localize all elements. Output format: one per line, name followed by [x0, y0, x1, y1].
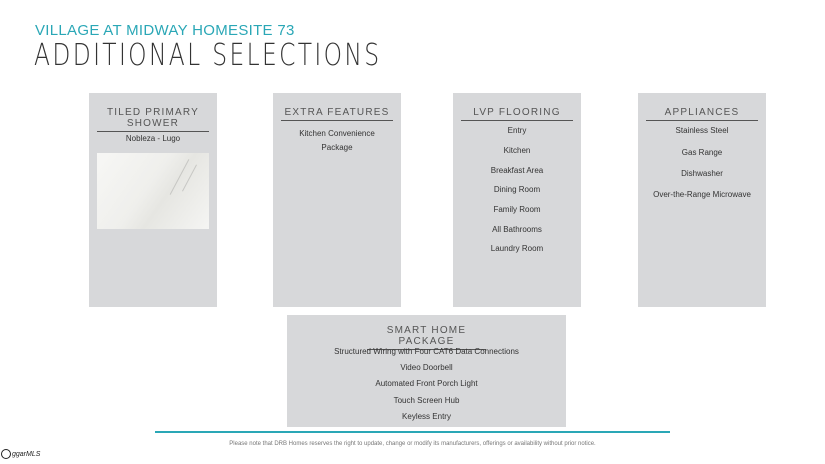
mls-logo	[1, 449, 40, 459]
flooring-area-item: Breakfast Area	[490, 166, 544, 175]
smart-home-item: Keyless Entry	[402, 412, 451, 421]
disclaimer-text: Please note that DRB Homes reserves the right to update, change or modify its manufacturers, offerings or availability without prior notice.	[229, 441, 596, 447]
appliance-item: Over-the-Range Microwave	[653, 190, 751, 199]
flooring-area-item: All Bathrooms	[492, 225, 542, 234]
flooring-area-item: Dining Room	[493, 185, 541, 194]
appliances-card-title: APPLIANCES	[646, 107, 758, 121]
tile-swatch-image	[97, 153, 209, 229]
shower-card-title: TILED PRIMARY SHOWER	[97, 107, 209, 132]
lvp-flooring-card	[453, 93, 581, 307]
shower-selection: Nobleza - Lugo	[125, 134, 181, 143]
marble-vein	[170, 159, 190, 195]
smart-home-item: Video Doorbell	[400, 363, 453, 372]
community-subtitle: VILLAGE AT MIDWAY HOMESITE 73	[35, 22, 295, 39]
extra-feature-item: Package	[321, 143, 353, 152]
mls-logo-icon	[1, 449, 11, 459]
smart-home-item: Structured Wiring with Four CAT6 Data Connections	[334, 347, 519, 356]
smart-home-item: Touch Screen Hub	[393, 396, 460, 405]
mls-logo-text: ggarMLS	[12, 450, 41, 458]
shower-card	[89, 93, 217, 307]
flooring-area-item: Kitchen	[503, 146, 531, 155]
appliances-card	[638, 93, 766, 307]
lvp-flooring-card-title: LVP FLOORING	[461, 107, 573, 121]
extra-features-card	[273, 93, 401, 307]
flooring-area-item: Entry	[507, 126, 527, 135]
appliance-item: Gas Range	[681, 148, 723, 157]
flooring-area-item: Family Room	[493, 205, 541, 214]
extra-features-card-title: EXTRA FEATURES	[281, 107, 393, 121]
smart-home-item: Automated Front Porch Light	[375, 379, 478, 388]
extra-feature-item: Kitchen Convenience	[299, 129, 375, 138]
page-title: ADDITIONAL SELECTIONS	[34, 38, 382, 73]
footer-divider	[155, 431, 670, 433]
smart-home-card	[287, 315, 566, 427]
flooring-area-item: Laundry Room	[490, 244, 544, 253]
smart-home-card-title: SMART HOME PACKAGE	[367, 325, 486, 350]
appliance-item: Dishwasher	[681, 169, 723, 178]
appliance-item: Stainless Steel	[675, 126, 729, 135]
